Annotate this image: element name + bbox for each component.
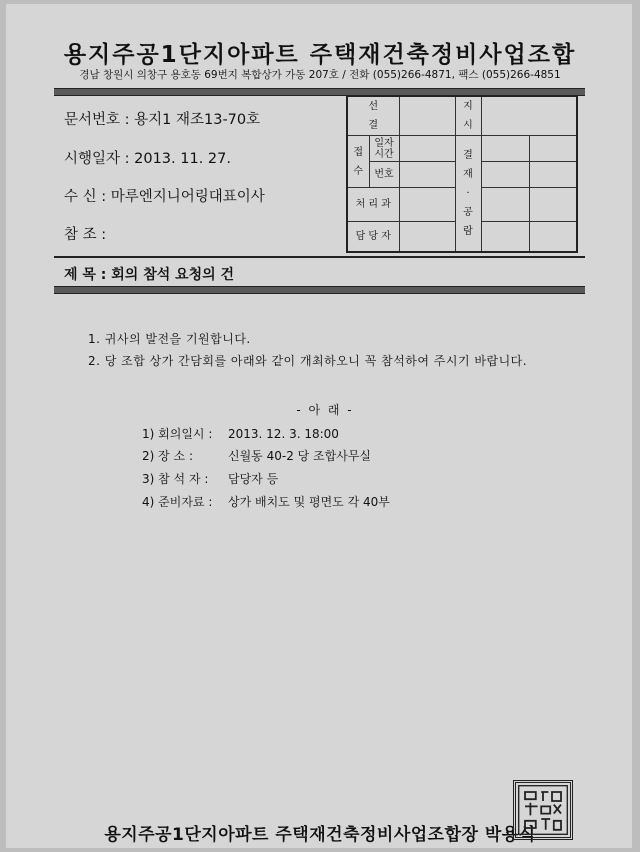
- below-heading: - 아 래 -: [296, 403, 354, 417]
- issue-date: 시행일자 : 2013. 11. 27.: [64, 151, 231, 167]
- approval-cell: [481, 136, 529, 162]
- approval-cell: [481, 222, 529, 252]
- approval-cell: [399, 136, 455, 162]
- recipient: 수 신 : 마루엔지니어링대표이사: [64, 189, 265, 205]
- approval-person: 담 당 자: [347, 222, 399, 252]
- subject: 제 목 : 회의 참석 요청의 건: [64, 267, 235, 283]
- subject-top-rule: [54, 256, 585, 258]
- approval-cell: [529, 136, 577, 162]
- approval-cell: [529, 188, 577, 222]
- approval-jeopsu: 접 수: [347, 136, 369, 188]
- detail-item: 1) 회의일시 : 2013. 12. 3. 18:00: [142, 427, 339, 441]
- approval-cell: [481, 188, 529, 222]
- official-seal: [513, 780, 573, 840]
- detail-item: 2) 장 소 : 신월동 40-2 당 조합사무실: [142, 449, 372, 463]
- doc-number: 문서번호 : 용지1 재조13-70호: [64, 112, 261, 128]
- org-address: 경남 창원시 의창구 용호동 69번지 복합상가 가동 207호 / 전화 (055)266-4871, 팩스 (055)266-4851: [79, 69, 561, 81]
- approval-cell: [399, 188, 455, 222]
- org-title: 용지주공1단지아파트 주택재건축정비사업조합: [63, 42, 577, 68]
- approval-cell: [399, 222, 455, 252]
- approval-cell: [481, 96, 577, 136]
- subject-divider: [54, 286, 585, 294]
- body-line-2: 2. 당 조합 상가 간담회를 아래와 같이 개최하오니 꼭 참석하여 주시기 바랍니다.: [88, 354, 528, 368]
- body-line-1: 1. 귀사의 발전을 기원합니다.: [88, 332, 251, 346]
- signature-line: 용지주공1단지아파트 주택재건축정비사업조합장 박용식: [104, 825, 536, 845]
- approval-cell: [481, 162, 529, 188]
- approval-cell: [399, 96, 455, 136]
- approval-number: 번호: [369, 162, 399, 188]
- approval-jisi: 지 시: [455, 96, 481, 136]
- reference: 참 조 :: [64, 227, 107, 243]
- approval-cell: [529, 162, 577, 188]
- detail-item: 3) 참 석 자 : 담당자 등: [142, 472, 279, 486]
- approval-cell: [399, 162, 455, 188]
- approval-seon-gyeol: 선 결: [347, 96, 399, 136]
- approval-table: [346, 95, 578, 253]
- approval-gyeoljae: 결 재 · 공 람: [455, 136, 481, 252]
- seal-icon: [516, 783, 570, 837]
- detail-item: 4) 준비자료 : 상가 배치도 및 평면도 각 40부: [142, 495, 390, 509]
- approval-dept: 처 리 과: [347, 188, 399, 222]
- approval-datetime: 일자 시간: [369, 136, 399, 162]
- approval-cell: [529, 222, 577, 252]
